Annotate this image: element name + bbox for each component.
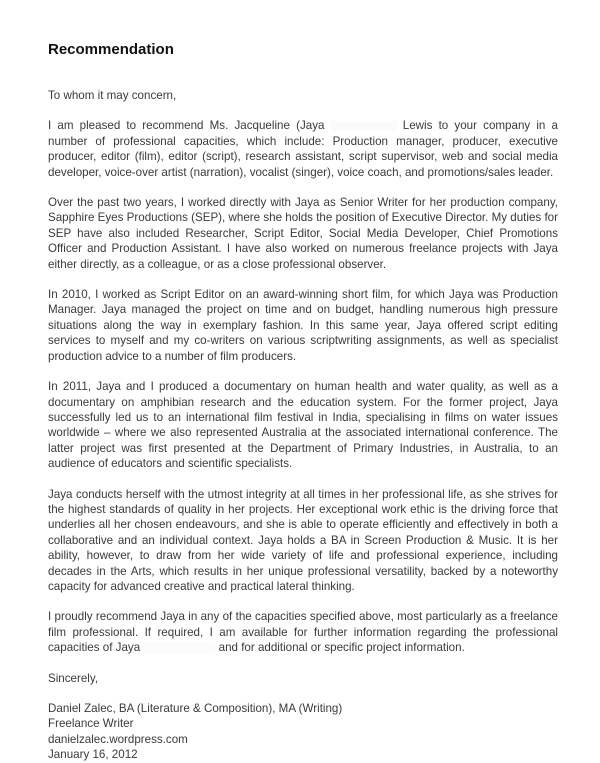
paragraph-2010: In 2010, I worked as Script Editor on an award-winning short film, for which Jaya was Production Manager. Jaya managed the project on time and on budget, handling numerous high pressure situations along the way in exemplary fashion. In this same year, Jaya offered script editing services to myself and my co-writers on various scriptwriting assignments, as well as specialist production advice to a number of film producers.: [48, 288, 558, 363]
signature-role: Freelance Writer: [48, 717, 134, 731]
paragraph-introduction: [48, 118, 558, 180]
letter-body: [48, 88, 558, 763]
signature-date: January 16, 2012: [48, 748, 138, 762]
paragraph-conclusion: [48, 609, 558, 655]
letter-page: [48, 40, 558, 763]
signature-website: danielzalec.wordpress.com: [48, 732, 188, 746]
paragraph-text: and for additional or specific project information.: [218, 641, 465, 655]
paragraph-2011: In 2011, Jaya and I produced a documentary on human health and water quality, as well as a documentary on amphibian research and the education system. For the former project, Jaya successfully led us to an international film festival in India, specialising in films on water issues worldwide – where we also represented Australia at the associated international conference. The latter project was first presented at the Department of Primary Industries, in Australia, to an audience of educators and scientific specialists.: [48, 380, 558, 471]
signature-name: Daniel Zalec, BA (Literature & Composition), MA (Writing): [48, 702, 343, 715]
salutation: To whom it may concern,: [48, 89, 177, 102]
closing: Sincerely,: [48, 671, 99, 685]
redacted-name: [143, 643, 215, 653]
document-title: Recommendation: [48, 41, 174, 58]
paragraph-text: I am pleased to recommend Ms. Jacqueline (Jaya: [48, 119, 325, 133]
paragraph-text: Lewis to your company in a number of professional capacities, which include: Production manager, producer, executive producer, editor (film), editor (script), research assistant, script supervisor, web and social media developer, voice-over artist (narration), vocalist (singer), voice coach, and promotions/sales leader.: [48, 119, 558, 179]
redacted-name: [331, 121, 397, 131]
signature-block: [48, 701, 558, 763]
paragraph-experience: Over the past two years, I worked directly with Jaya as Senior Writer for her production company, Sapphire Eyes Productions (SEP), where she holds the position of Executive Director. My duties for SEP have also included Researcher, Script Editor, Social Media Developer, Chief Promotions Officer and Production Assistant. I have also worked on numerous freelance projects with Jaya either directly, as a colleague, or as a close professional observer.: [48, 196, 558, 271]
paragraph-text: I proudly recommend Jaya in any of the capacities specified above, most particularly as a freelance film professional. If required, I am available for further information regarding the professional capacities of Jaya: [48, 610, 558, 655]
paragraph-character: Jaya conducts herself with the utmost integrity at all times in her professional life, as she strives for the highest standards of quality in her projects. Her exceptional work ethic is the driving force that underlies all her chosen endeavours, and she is able to operate efficiently and effectively in both a collaborative and an individual context. Jaya holds a BA in Screen Production & Music. It is her ability, however, to draw from her wide variety of life and professional experience, including decades in the Arts, which results in her unique professional versatility, backed by a noteworthy capacity for advanced creative and practical lateral thinking.: [48, 487, 558, 593]
